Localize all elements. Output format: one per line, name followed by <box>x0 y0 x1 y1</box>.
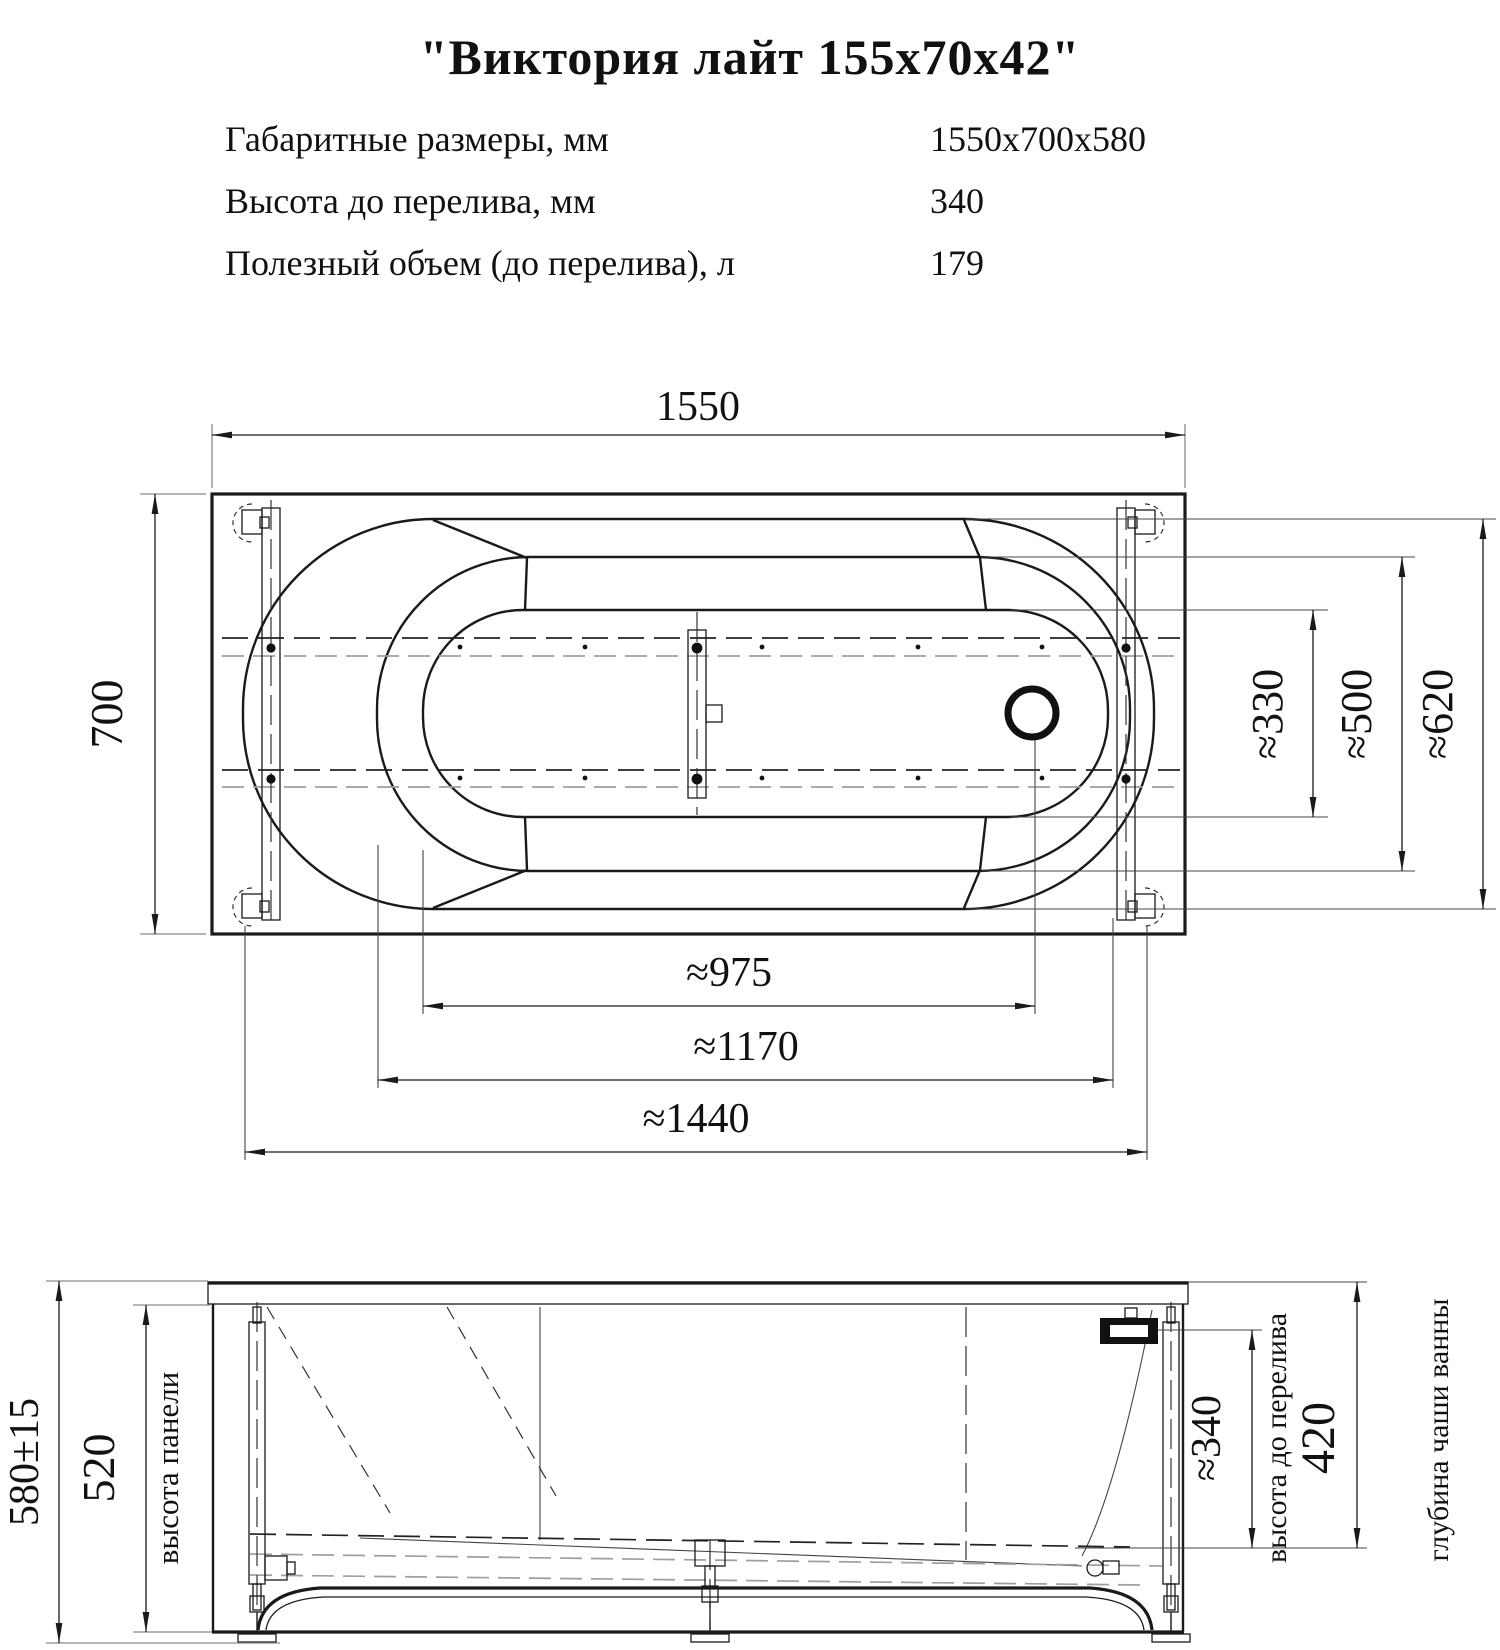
center-leg <box>691 1540 729 1642</box>
dim-width-1550 <box>212 384 1185 488</box>
spec-value-volume: 179 <box>930 243 984 283</box>
dim-overall-height <box>2 1281 280 1643</box>
dim-label-depth: глубина чаши ванны <box>1422 1298 1455 1562</box>
dim-overflow-height <box>1158 1313 1293 1563</box>
spec-value-dimensions: 1550x700x580 <box>930 119 1146 159</box>
dim-panel-height <box>73 1305 212 1632</box>
top-view <box>81 384 1496 1160</box>
front-panel <box>212 1304 1184 1632</box>
dim-label-580: 580±15 <box>2 1397 48 1527</box>
dim-label-1550: 1550 <box>656 384 740 430</box>
dim-label-330: ≈330 <box>1243 668 1292 760</box>
page-title: "Виктория лайт 155x70x42" <box>419 29 1081 85</box>
spec-label-dimensions: Габаритные размеры, мм <box>225 119 609 159</box>
dim-right-group <box>966 519 1496 909</box>
side-view <box>2 1281 1455 1643</box>
dim-height-700 <box>81 494 206 934</box>
left-leg <box>238 1302 295 1642</box>
dim-label-975: ≈975 <box>685 950 773 996</box>
dim-label-520: 520 <box>73 1433 124 1503</box>
dim-label-overflow: высота до перелива <box>1260 1312 1293 1564</box>
drain-icon <box>1008 689 1056 737</box>
drain-outlet-icon <box>1087 1560 1103 1576</box>
spec-label-overflow-height: Высота до перелива, мм <box>225 181 596 221</box>
spec-row-overflow-height <box>0 180 1500 226</box>
left-support-bracket <box>262 500 280 928</box>
dim-label-620: ≈620 <box>1413 668 1462 760</box>
spec-row-volume <box>0 242 1500 288</box>
support-frame-hidden-lines <box>222 638 1180 787</box>
dim-label-340: ≈340 <box>1184 1394 1230 1482</box>
dim-label-panel-height: высота панели <box>150 1371 185 1565</box>
apron-curve <box>258 1588 1152 1630</box>
dim-label-700: 700 <box>81 679 132 749</box>
foot-top-left <box>233 504 269 542</box>
bowl-hidden-lines <box>250 1307 1162 1585</box>
dim-label-500: ≈500 <box>1332 668 1381 760</box>
rim-band <box>208 1282 1188 1304</box>
dim-label-420: 420 <box>1292 1402 1345 1474</box>
rim-outer-contour <box>243 519 1154 909</box>
dim-label-1440: ≈1440 <box>642 1096 750 1142</box>
spec-value-overflow-height: 340 <box>930 181 984 221</box>
tub-outer-rectangle <box>212 494 1185 934</box>
center-bracket <box>688 612 722 815</box>
spec-row-dimensions <box>0 118 1500 164</box>
spec-label-volume: Полезный объем (до перелива), л <box>225 243 735 283</box>
overflow-icon <box>1100 1308 1158 1344</box>
rim-inner-contour <box>377 557 1130 871</box>
dim-label-1170: ≈1170 <box>693 1024 799 1070</box>
dim-bottom-group <box>245 740 1147 1160</box>
tub-rim-contours <box>243 519 1154 909</box>
foot-top-right <box>1128 504 1164 542</box>
right-support-bracket <box>1117 500 1135 928</box>
